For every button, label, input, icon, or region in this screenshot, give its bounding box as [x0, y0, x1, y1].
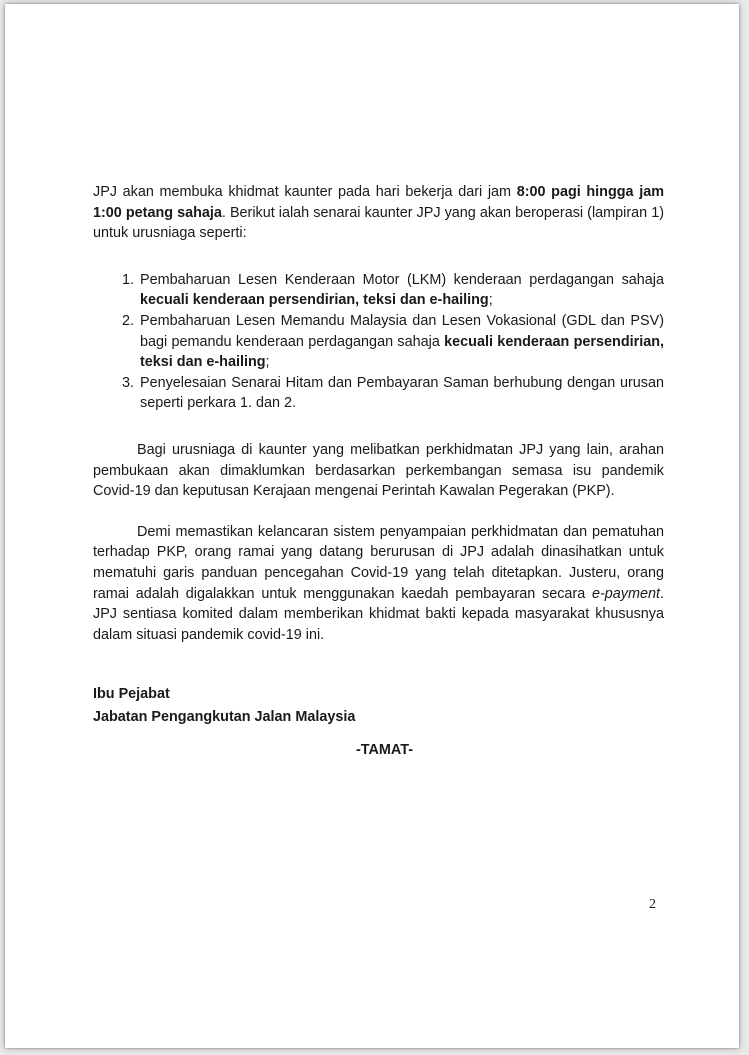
list-item: [93, 270, 664, 311]
other-services-paragraph: Bagi urusniaga di kaunter yang melibatkan perkhidmatan JPJ yang lain, arahan pembukaan akan dimaklumkan berdasarkan perkembangan semasa isu pandemik Covid-19 dan keputusan Kerajaan mengenai Perintah Kawalan Pegerakan (PKP).: [93, 441, 664, 500]
list-item: [93, 311, 664, 373]
intro-paragraph: [93, 182, 664, 244]
e-payment-italic: e-payment: [592, 585, 660, 602]
list-item-exception-bold: kecuali kenderaan persendirian, teksi dan e-hailing: [140, 292, 489, 309]
end-mark: -TAMAT-: [355, 742, 413, 759]
intro-hours-bold: 8:00 pagi hingga jam 1:00 petang sahaja: [93, 184, 665, 221]
list-item-number: 1.: [121, 271, 134, 288]
signature-block: [93, 683, 664, 729]
intro-text-2: . Berikut ialah senarai kaunter JPJ yang akan beroperasi (lampiran 1) untuk urusniaga seperti:: [93, 204, 664, 242]
list-item: [93, 373, 664, 414]
page-number: 2: [649, 897, 656, 912]
signature-department: Jabatan Pengangkutan Jalan Malaysia: [93, 709, 356, 726]
list-item-text: Pembaharuan Lesen Kenderaan Motor (LKM) kenderaan perdagangan sahaja kecuali kenderaan persendirian, teksi dan e-hailing;: [140, 271, 664, 309]
list-item-text: Penyelesaian Senarai Hitam dan Pembayaran Saman berhubung dengan urusan seperti perkara 1. dan 2.: [140, 374, 664, 412]
services-list: [93, 270, 664, 414]
list-item-number: 3.: [121, 374, 134, 391]
list-item-text: Pembaharuan Lesen Memandu Malaysia dan Lesen Vokasional (GDL dan PSV) bagi pemandu kenderaan perdagangan sahaja kecuali kenderaan persendirian, teksi dan e-hailing;: [140, 312, 665, 371]
intro-text-1: JPJ akan membuka khidmat kaunter pada hari bekerja dari jam: [93, 184, 517, 200]
compliance-paragraph: Demi memastikan kelancaran sistem penyampaian perkhidmatan dan pematuhan terhadap PKP, orang ramai yang datang berurusan di JPJ adalah dinasihatkan untuk mematuhi garis panduan pencegahan Covid-19 yang telah ditetapkan. Justeru, orang ramai adalah digalakkan untuk menggunakan kaedah pembayaran secara e-payment. JPJ sentiasa komited dalam memberikan khidmat bakti kepada masyarakat khususnya dalam situasi pandemik covid-19 ini.: [93, 523, 664, 643]
list-item-exception-bold: kecuali kenderaan persendirian, teksi dan e-hailing: [140, 333, 665, 371]
document-body: [93, 182, 664, 761]
list-item-number: 2.: [121, 312, 134, 329]
document-page: [5, 4, 739, 1048]
signature-office: Ibu Pejabat: [93, 686, 170, 703]
